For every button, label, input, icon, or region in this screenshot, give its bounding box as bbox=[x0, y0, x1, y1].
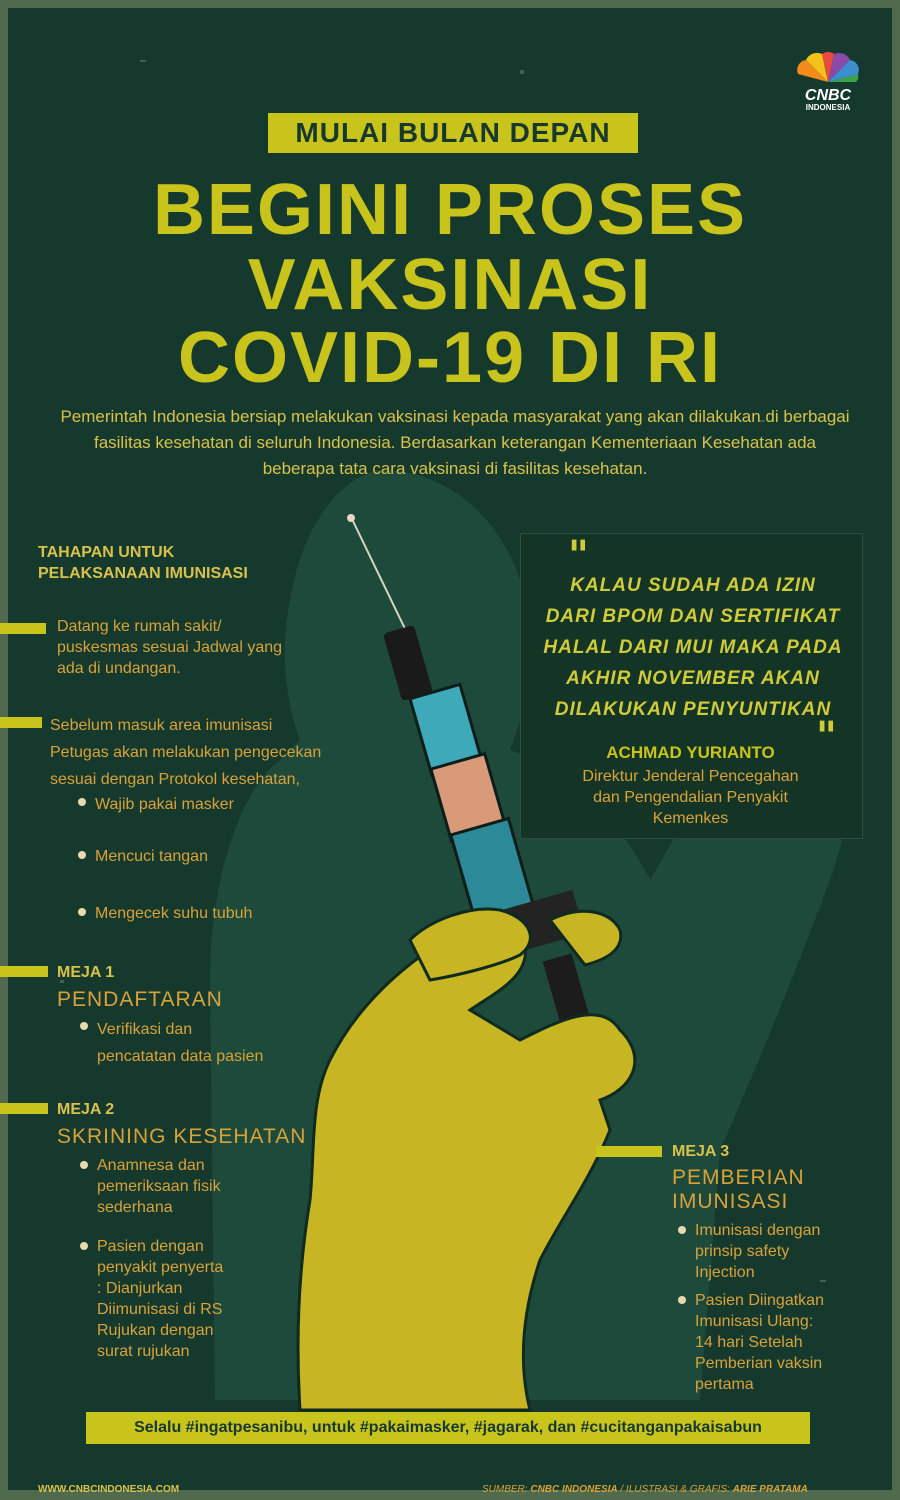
step-1-text bbox=[57, 616, 357, 679]
close-quote-icon: " bbox=[816, 713, 837, 760]
bullet-line: penyakit penyerta bbox=[97, 1259, 224, 1276]
bullet-line: 14 hari Setelah bbox=[695, 1334, 803, 1351]
step-line: puskesmas sesuai Jadwal yang bbox=[57, 639, 283, 656]
bullet-line: Anamnesa dan bbox=[97, 1157, 205, 1174]
meja-3-title bbox=[672, 1166, 805, 1214]
bullet-dot bbox=[78, 908, 86, 916]
headline-line-2: VAKSINASI bbox=[247, 245, 653, 325]
step-marker-bar bbox=[0, 623, 46, 634]
texture-speck bbox=[520, 70, 524, 74]
step-line: Sebelum masuk area imunisasi bbox=[50, 717, 273, 734]
headline-line-1: BEGINI PROSES bbox=[152, 170, 748, 250]
title-line: IMUNISASI bbox=[672, 1190, 789, 1213]
bullet-dot bbox=[80, 1161, 88, 1169]
meja-2-bullet-2 bbox=[97, 1236, 223, 1362]
quote-line: DILAKUKAN PENYUNTIKAN bbox=[554, 699, 832, 720]
bullet-line: Pasien dengan bbox=[97, 1238, 204, 1255]
steps-heading-line: TAHAPAN UNTUK bbox=[38, 544, 175, 561]
bullet-line: surat rujukan bbox=[97, 1343, 190, 1360]
meja-1-bullet bbox=[97, 1016, 263, 1070]
bullet-dot bbox=[78, 851, 86, 859]
bullet-dot bbox=[78, 798, 86, 806]
step-2-text bbox=[50, 712, 390, 793]
bullet-line: Pasien Diingatkan bbox=[695, 1292, 824, 1309]
source-credit bbox=[482, 1484, 808, 1495]
logo-wordmark: CNBC bbox=[804, 87, 852, 104]
bullet-line: : Dianjurkan bbox=[97, 1280, 183, 1297]
step-line: ada di undangan. bbox=[57, 660, 181, 677]
meja-marker-bar bbox=[0, 1103, 48, 1114]
peacock-icon bbox=[792, 44, 864, 84]
meja-1-title: PENDAFTARAN bbox=[57, 988, 223, 1011]
bullet-line: pertama bbox=[695, 1376, 754, 1393]
bullet-line: pemeriksaan fisik bbox=[97, 1178, 221, 1195]
bullet-line: Rujukan dengan bbox=[97, 1322, 214, 1339]
meja-3-bullet-1 bbox=[695, 1220, 820, 1283]
step-line: sesuai dengan Protokol kesehatan, bbox=[50, 771, 300, 788]
bullet-line: Diimunisasi di RS bbox=[97, 1301, 223, 1318]
quote-line: KALAU SUDAH ADA IZIN bbox=[570, 575, 816, 596]
quote-line: AKHIR NOVEMBER AKAN bbox=[566, 668, 820, 689]
open-quote-icon: " bbox=[568, 532, 589, 579]
texture-speck bbox=[820, 1280, 826, 1282]
check-item: Mengecek suhu tubuh bbox=[95, 905, 253, 922]
check-item: Mencuci tangan bbox=[95, 848, 208, 865]
step-line: Petugas akan melakukan pengecekan bbox=[50, 744, 322, 761]
meja-1-label: MEJA 1 bbox=[57, 964, 115, 981]
quote-author: ACHMAD YURIANTO bbox=[606, 743, 775, 762]
tagline-banner: MULAI BULAN DEPAN bbox=[268, 113, 638, 153]
steps-heading-line: PELAKSANAAN IMUNISASI bbox=[38, 565, 248, 582]
quote-line: HALAL DARI MUI MAKA PADA bbox=[543, 637, 843, 658]
role-line: dan Pengendalian Penyakit bbox=[593, 789, 788, 806]
title-line: PEMBERIAN bbox=[672, 1166, 805, 1189]
slogan-banner: Selalu #ingatpesanibu, untuk #pakaimasker, #jagarak, dan #cucitanganpakaisabun bbox=[86, 1412, 810, 1444]
bullet-line: sederhana bbox=[97, 1199, 173, 1216]
bullet-dot bbox=[678, 1296, 686, 1304]
headline-line-3: COVID-19 DI RI bbox=[177, 318, 723, 398]
role-line: Direktur Jenderal Pencegahan bbox=[582, 768, 799, 785]
quote-author-role bbox=[520, 766, 861, 829]
meja-2-label: MEJA 2 bbox=[57, 1101, 115, 1118]
quote-line: DARI BPOM DAN SERTIFIKAT bbox=[545, 606, 841, 627]
role-line: Kemenkes bbox=[652, 810, 729, 827]
bullet-dot bbox=[80, 1022, 88, 1030]
meja-2-bullet-1 bbox=[97, 1155, 221, 1218]
meja-2-title: SKRINING KESEHATAN bbox=[57, 1125, 307, 1148]
cnbc-logo bbox=[792, 44, 864, 112]
meja-3-label: MEJA 3 bbox=[672, 1143, 730, 1160]
step-marker-bar bbox=[0, 717, 42, 728]
source-name: CNBC INDONESIA bbox=[530, 1484, 618, 1495]
meja-marker-bar bbox=[0, 966, 48, 977]
step-line: Datang ke rumah sakit/ bbox=[57, 618, 222, 635]
website-link[interactable]: WWW.CNBCINDONESIA.COM bbox=[38, 1484, 180, 1495]
bullet-dot bbox=[678, 1226, 686, 1234]
credit-middle: / ILUSTRASI & GRAFIS: bbox=[617, 1484, 733, 1495]
bullet-line: Pemberian vaksin bbox=[695, 1355, 823, 1372]
source-prefix: SUMBER: bbox=[482, 1484, 531, 1495]
texture-speck bbox=[140, 60, 146, 62]
bullet-line: prinsip safety bbox=[695, 1243, 790, 1260]
quote-text bbox=[535, 570, 851, 725]
logo-subtitle: INDONESIA bbox=[805, 103, 851, 112]
intro-paragraph: Pemerintah Indonesia bersiap melakukan vaksinasi kepada masyarakat yang akan dilakukan di berbagai fasilitas kesehatan di seluruh Indonesia. Berdasarkan keterangan Kementeriaan Kesehatan ada beberapa tata cara vaksinasi di fasilitas kesehatan. bbox=[60, 407, 850, 478]
check-item: Wajib pakai masker bbox=[95, 796, 235, 813]
bullet-line: Imunisasi Ulang: bbox=[695, 1313, 814, 1330]
bullet-dot bbox=[80, 1242, 88, 1250]
bullet-line: Injection bbox=[695, 1264, 755, 1281]
meja-3-bullet-2 bbox=[695, 1290, 824, 1395]
bullet-line: pencatatan data pasien bbox=[97, 1048, 264, 1065]
bullet-line: Imunisasi dengan bbox=[695, 1222, 821, 1239]
bullet-line: Verifikasi dan bbox=[97, 1021, 193, 1038]
meja-marker-bar bbox=[596, 1146, 662, 1157]
credit-name: ARIE PRATAMA bbox=[732, 1484, 808, 1495]
steps-heading bbox=[38, 542, 248, 584]
